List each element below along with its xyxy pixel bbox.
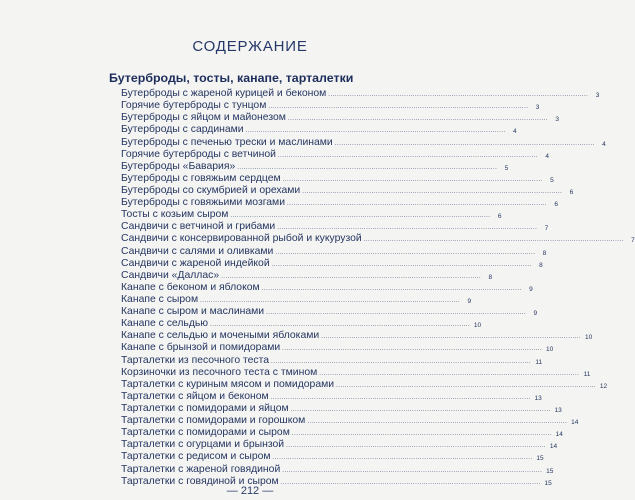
dot-leader: ........................................................................................................................ — [266, 310, 527, 317]
toc-entry-page: 14 — [571, 419, 579, 427]
toc-entry — [121, 136, 606, 148]
dot-leader: ........................................................................................................................ — [286, 443, 547, 450]
toc-entry-title: Канапе с беконом и яблоком — [121, 281, 260, 293]
dot-leader: ........................................................................................................................ — [321, 334, 582, 341]
toc-entry-title: Канапе с сельдью — [121, 318, 209, 330]
toc-entry-page: 4 — [513, 128, 517, 136]
toc-entry-page: 3 — [535, 104, 540, 112]
page-number: — 212 — — [226, 485, 274, 497]
page-title: СОДЕРЖАНИЕ — [192, 38, 308, 55]
toc-entry-page: 9 — [467, 297, 472, 305]
dot-leader: ........................................................................................................................ — [271, 261, 532, 268]
toc-entry — [121, 281, 533, 294]
toc-entry — [121, 184, 574, 197]
toc-entry — [121, 463, 554, 475]
toc-entry-title: Канапе с брынзой и помидорами — [121, 342, 281, 354]
toc-entry-title: Сандвичи с жареной индейкой — [121, 257, 270, 269]
toc-entry-title: Тарталетки с помидорами и горошком — [121, 415, 306, 427]
toc-entry-title: Тарталетки с жареной говядиной — [121, 463, 281, 475]
toc-entry-title: Канапе с сельдью и мочеными яблоками — [121, 330, 320, 342]
toc-entry-page: 6 — [497, 213, 502, 221]
toc-entry-page: 14 — [549, 443, 558, 451]
toc-entry-page: 4 — [545, 152, 549, 160]
toc-entry-title: Тарталетки из песочного теста — [121, 354, 270, 366]
dot-leader: ........................................................................................................................ — [277, 152, 538, 159]
dot-leader: ........................................................................................................................ — [230, 213, 491, 220]
toc-entry-title: Тосты с козьим сыром — [121, 209, 229, 221]
toc-entry-title: Тарталетки с помидорами и яйцом — [121, 402, 289, 414]
dot-leader: ........................................................................................................................ — [328, 92, 589, 99]
toc-entry-page: 15 — [544, 479, 552, 487]
toc-entry-title: Корзиночки из песочного теста с тмином — [121, 366, 318, 378]
table-of-contents — [121, 88, 635, 488]
dot-leader: ........................................................................................................................ — [221, 273, 482, 280]
toc-entry-page: 10 — [585, 334, 593, 342]
toc-entry-title: Канапе с сыром — [121, 293, 199, 305]
toc-entry — [121, 306, 538, 318]
toc-entry-title: Сандвичи с салями и оливками — [121, 245, 274, 257]
toc-entry-page: 9 — [533, 310, 538, 318]
toc-entry — [121, 293, 472, 306]
dot-leader: ........................................................................................................................ — [261, 285, 522, 292]
section-heading: Бутерброды, тосты, канапе, тарталетки — [109, 71, 354, 85]
toc-entry — [121, 402, 562, 415]
toc-entry — [121, 330, 593, 342]
toc-entry-title: Сандвичи «Даллас» — [121, 269, 220, 281]
toc-entry-page: 3 — [595, 92, 600, 100]
toc-entry — [121, 378, 608, 391]
toc-entry — [121, 172, 554, 185]
toc-entry-title: Бутерброды с жареной курицей и беконом — [121, 88, 327, 100]
toc-entry-page: 14 — [555, 431, 563, 439]
toc-entry-page: 3 — [555, 116, 559, 124]
toc-entry-page: 13 — [534, 394, 542, 402]
toc-entry — [121, 100, 540, 112]
toc-entry — [121, 390, 542, 403]
dot-leader: ........................................................................................................................ — [210, 322, 471, 329]
toc-entry — [121, 124, 517, 136]
toc-entry-title: Бутерброды с сардинами — [121, 124, 244, 136]
dot-leader: ........................................................................................................................ — [282, 467, 543, 474]
toc-entry-page: 12 — [599, 382, 608, 390]
toc-entry — [121, 245, 547, 257]
toc-entry-title: Горячие бутерброды с ветчиной — [121, 148, 276, 160]
dot-leader: ........................................................................................................................ — [282, 176, 543, 183]
dot-leader: ........................................................................................................................ — [282, 346, 543, 353]
dot-leader: ........................................................................................................................ — [237, 164, 498, 171]
toc-entry-title: Сандвичи с консервированной рыбой и кукурузой — [121, 233, 362, 245]
toc-entry-page: 5 — [504, 164, 509, 172]
toc-entry-title: Тарталетки с куриным мясом и помидорами — [121, 378, 335, 390]
toc-entry-title: Бутерброды с печенью трески и маслинами — [121, 136, 333, 148]
dot-leader: ........................................................................................................................ — [280, 479, 541, 486]
toc-entry-title: Тарталетки с огурцами и брынзой — [121, 439, 285, 451]
dot-leader: ........................................................................................................................ — [290, 406, 551, 413]
dot-leader: ........................................................................................................................ — [271, 358, 532, 365]
toc-entry — [121, 88, 600, 100]
toc-entry-page: 11 — [583, 370, 591, 378]
toc-entry — [121, 112, 559, 124]
toc-entry — [121, 197, 559, 209]
dot-leader: ........................................................................................................................ — [270, 394, 531, 401]
dot-leader: ........................................................................................................................ — [363, 237, 624, 244]
toc-entry-page: 10 — [545, 346, 554, 354]
dot-leader: ........................................................................................................................ — [291, 431, 552, 438]
toc-entry-page: 8 — [539, 261, 543, 269]
toc-entry-page: 10 — [473, 322, 482, 330]
toc-entry-page: 5 — [550, 176, 554, 184]
toc-entry — [121, 354, 543, 366]
toc-entry — [121, 269, 493, 282]
toc-entry — [121, 160, 509, 173]
dot-leader: ........................................................................................................................ — [287, 116, 548, 123]
toc-entry — [121, 221, 549, 233]
toc-entry-page: 8 — [488, 273, 493, 281]
toc-entry — [121, 415, 579, 427]
dot-leader: ........................................................................................................................ — [275, 249, 536, 256]
dot-leader: ........................................................................................................................ — [245, 128, 506, 135]
toc-entry — [121, 342, 554, 354]
dot-leader: ........................................................................................................................ — [334, 140, 595, 147]
dot-leader: ........................................................................................................................ — [272, 455, 533, 462]
toc-entry-page: 7 — [544, 225, 549, 233]
toc-entry-title: Тарталетки с говядиной и сыром — [121, 475, 279, 487]
dot-leader: ........................................................................................................................ — [302, 188, 563, 195]
toc-entry-title: Тарталетки с помидорами и сыром — [121, 427, 290, 439]
toc-entry-page: 9 — [529, 285, 533, 293]
dot-leader: ........................................................................................................................ — [200, 297, 461, 304]
dot-leader: ........................................................................................................................ — [319, 370, 580, 377]
toc-entry-page: 4 — [602, 140, 606, 148]
toc-entry — [121, 148, 549, 161]
toc-entry — [121, 366, 591, 379]
toc-entry — [121, 451, 544, 463]
toc-entry-page: 7 — [631, 237, 635, 245]
toc-entry-title: Канапе с сыром и маслинами — [121, 306, 265, 318]
toc-entry-page: 6 — [554, 201, 559, 209]
toc-entry-page: 11 — [535, 358, 543, 366]
toc-entry-page: 8 — [542, 249, 547, 257]
toc-entry-title: Тарталетки с редисом и сыром — [121, 451, 271, 463]
toc-entry-title: Тарталетки с яйцом и беконом — [121, 390, 269, 402]
toc-entry — [121, 439, 558, 451]
dot-leader: ........................................................................................................................ — [287, 201, 548, 208]
toc-entry-title: Сандвичи с ветчиной и грибами — [121, 221, 276, 233]
toc-entry-page: 15 — [546, 467, 554, 475]
toc-entry — [121, 318, 482, 330]
dot-leader: ........................................................................................................................ — [336, 382, 597, 389]
dot-leader: ........................................................................................................................ — [277, 225, 538, 232]
toc-entry-title: Бутерброды «Бавария» — [121, 160, 236, 172]
toc-entry — [121, 427, 563, 439]
dot-leader: ........................................................................................................................ — [307, 419, 568, 426]
toc-entry-title: Бутерброды с яйцом и майонезом — [121, 112, 286, 124]
toc-entry-page: 6 — [569, 188, 574, 196]
toc-entry-title: Бутерброды с говяжьим сердцем — [121, 172, 281, 184]
toc-entry-title: Бутерброды с говяжьими мозгами — [121, 197, 285, 209]
toc-entry-title: Бутерброды со скумбрией и орехами — [121, 184, 301, 196]
toc-entry-title: Горячие бутерброды с тунцом — [121, 100, 267, 112]
toc-entry — [121, 209, 502, 221]
toc-entry — [121, 233, 635, 245]
dot-leader: ........................................................................................................................ — [268, 104, 529, 111]
toc-entry — [121, 257, 543, 270]
toc-entry-page: 15 — [536, 455, 544, 463]
toc-entry-page: 13 — [554, 406, 562, 414]
